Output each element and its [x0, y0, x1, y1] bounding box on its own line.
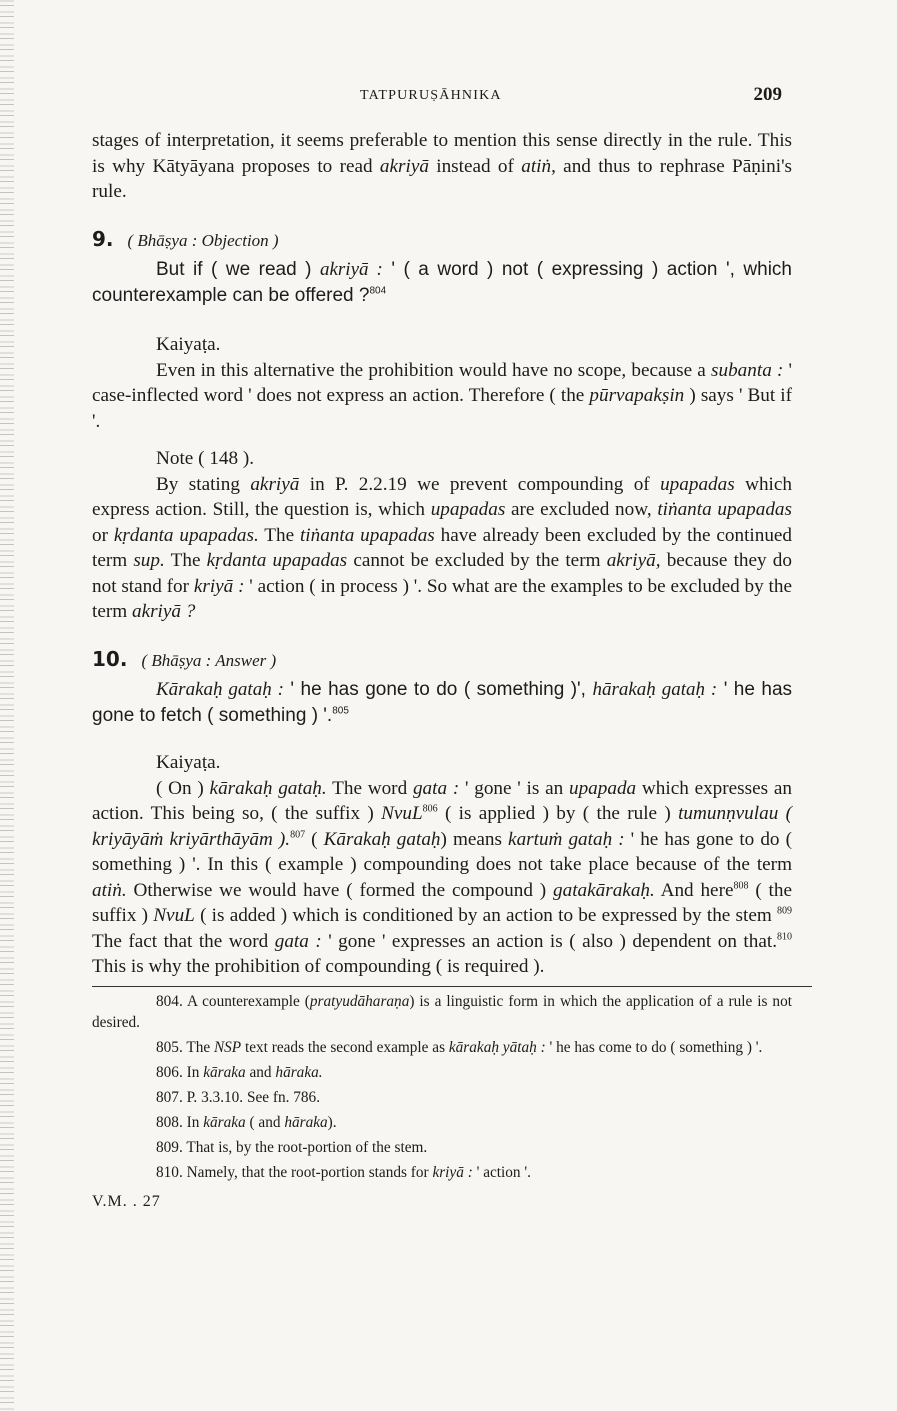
- signature-mark: V.M. . 27: [92, 1192, 161, 1210]
- page: [92, 82, 792, 1214]
- section-9-text: But if ( we read ) akriyā : ' ( a word ) not ( expressing ) action ', which counterexample can be offered ?$^{804}$: [92, 259, 792, 306]
- footnote-805: 805. The NSP text reads the second example as kārakaḥ yātaḥ : ' he has come to do ( something ) '.: [156, 1038, 763, 1056]
- footnote-divider: [92, 986, 812, 987]
- running-header: [92, 82, 792, 114]
- section-10-heading: 10. ( Bhāṣya : Answer ): [92, 646, 277, 671]
- footnote-807: 807. P. 3.3.10. See fn. 786.: [156, 1088, 321, 1106]
- footnote-804: 804. A counterexample (pratyudāharaṇa) is a linguistic form in which the application of a rule is not desired.: [92, 992, 792, 1031]
- running-head: TATPURUṢĀHNIKA: [360, 88, 502, 103]
- section-9-heading: 9. ( Bhāṣya : Objection ): [92, 226, 279, 251]
- note-148-label: Note ( 148 ).: [156, 448, 255, 469]
- scan-edge: [0, 0, 14, 1411]
- section-9-kaiyata-text: Even in this alternative the prohibition would have no scope, because a subanta : ' case-inflected word ' does not express an action. Therefore ( the pūrvapakṣin ) says ' But if '.: [92, 359, 793, 432]
- page-number: 209: [753, 84, 782, 105]
- note-148-text: By stating akriyā in P. 2.2.19 we prevent compounding of upapadas which express action. Still, the question is, which upapadas are excluded now, tiṅanta upapadas or kṛdanta upapadas. The tiṅanta upapadas have already been excluded by the continued term sup. The kṛdanta upapadas cannot be excluded by the term akriyā, because they do not stand for kriyā : ' action ( in process ) '. So what are the examples to be excluded by the term akriyā ?: [92, 473, 793, 622]
- footnote-810: 810. Namely, that the root-portion stands for kriyā : ' action '.: [156, 1163, 531, 1181]
- footnote-809: 809. That is, by the root-portion of the stem.: [156, 1138, 428, 1156]
- section-9-kaiyata-label: Kaiyaṭa.: [156, 334, 221, 355]
- section-10-kaiyata-text: ( On ) kārakaḥ gataḥ. The word gata : ' gone ' is an upapada which expresses an action. This being so, ( the suffix ) NvuL$^{806}$ ( is applied ) by ( the rule ) tumunṇvulau ( kriyāyāṁ kriyārthāyām ).$^{807}$ ( Kārakaḥ gataḥ) means kartuṁ gataḥ : ' he has gone to do ( something ) '. In this ( example ) compounding does not take place because of the term atiṅ. Otherwise we would have ( formed the compound ) gatakārakaḥ. And here$^{808}$ ( the suffix ) NvuL ( is added ) which is conditioned by an action to be expressed by the stem $^{809}$ The fact that the word gata : ' gone ' expresses an action is ( also ) dependent on that.$^{810}$ This is why the prohibition of compounding ( is required ).: [92, 777, 792, 977]
- intro-paragraph: stages of interpretation, it seems preferable to mention this sense directly in the rule. This is why Kātyāyana proposes to read akriyā instead of atiṅ, and thus to rephrase Pāṇini's rule.: [92, 130, 792, 202]
- footnote-806: 806. In kāraka and hāraka.: [156, 1063, 323, 1081]
- section-10-kaiyata-label: Kaiyaṭa.: [156, 752, 221, 773]
- footnote-808: 808. In kāraka ( and hāraka).: [156, 1113, 337, 1131]
- section-10-text: Kārakaḥ gataḥ : ' he has gone to do ( something )', hārakaḥ gataḥ : ' he has gone to fetch ( something ) '.$^{805}$: [92, 679, 793, 726]
